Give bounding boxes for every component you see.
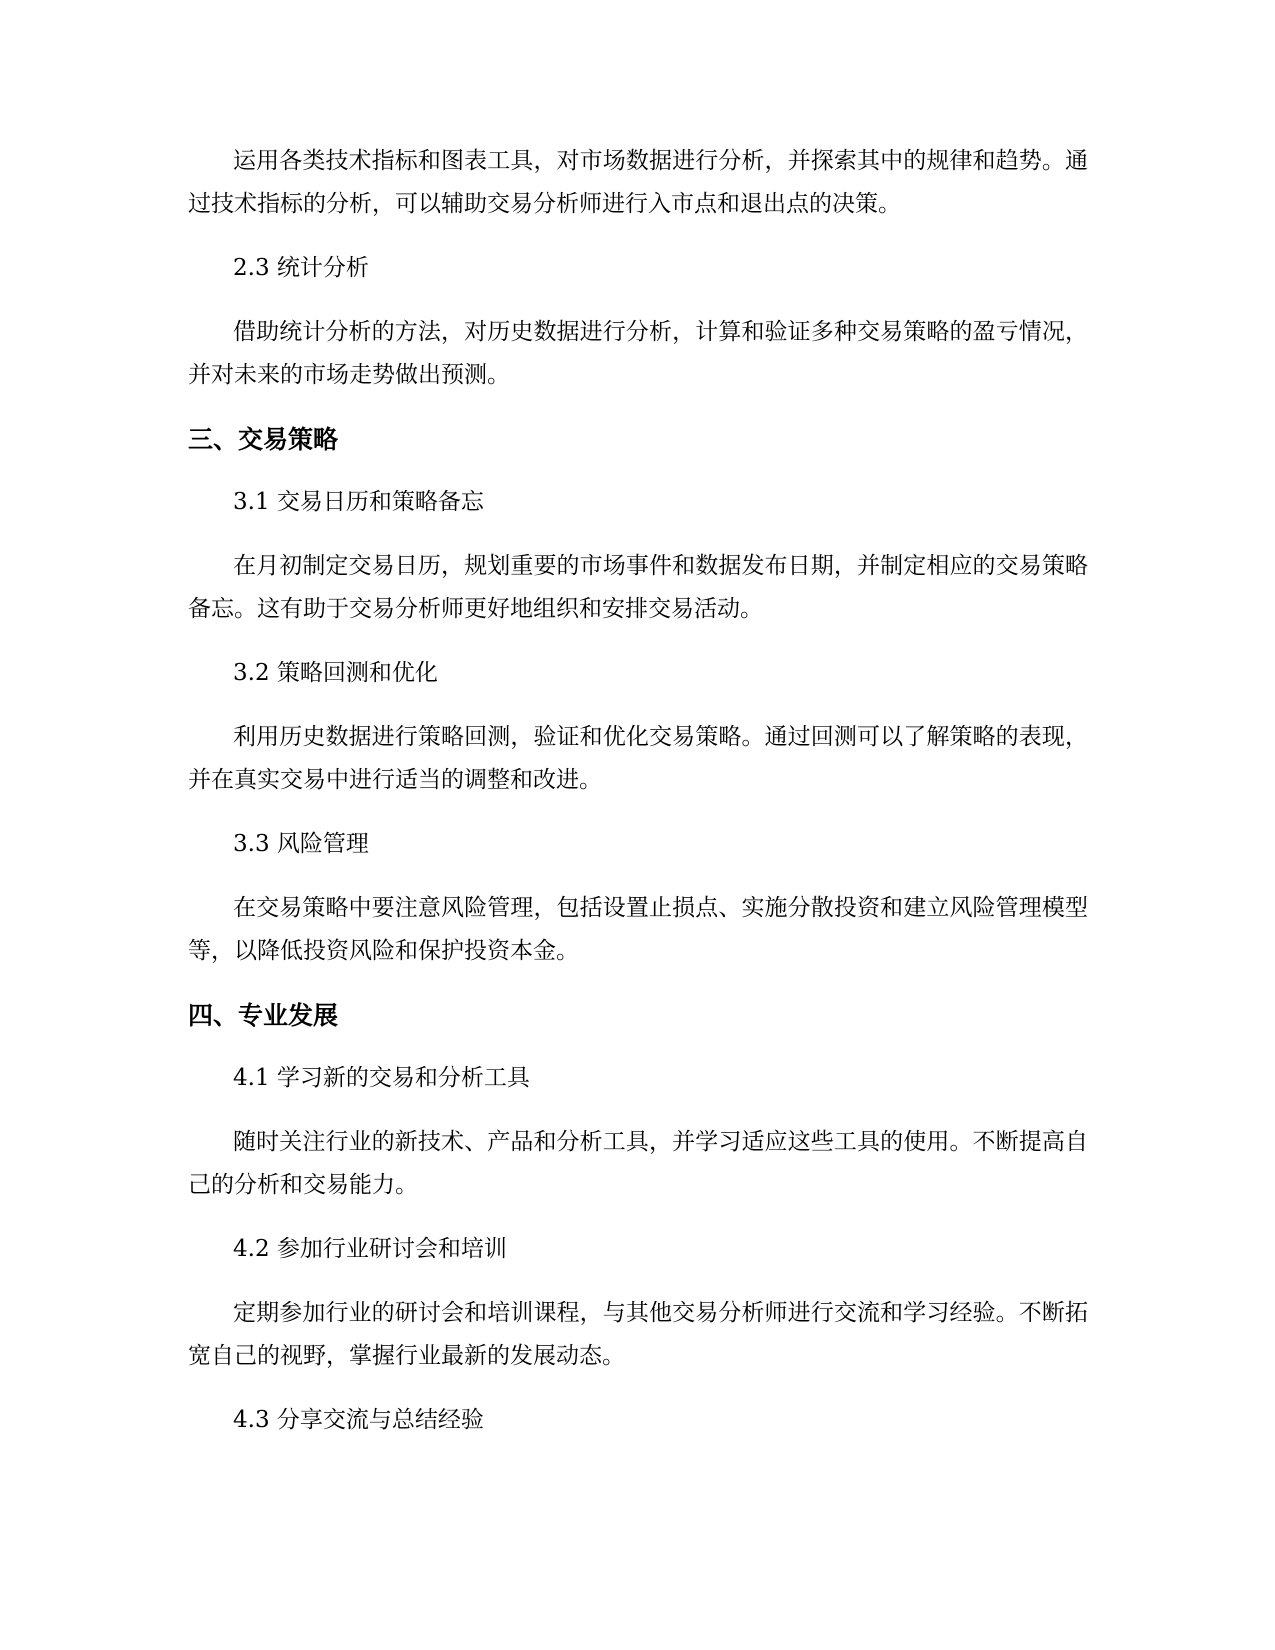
subsection-heading-3-2: 3.2 策略回测和优化	[233, 660, 438, 686]
subsection-heading-3-1: 3.1 交易日历和策略备忘	[233, 489, 484, 515]
subsection-text-3-1: 在月初制定交易日历，规划重要的市场事件和数据发布日期，并制定相应的交易策略备忘。这有助于交易分析师更好地组织和安排交易活动。	[188, 553, 1088, 622]
subsection-heading-4-3: 4.3 分享交流与总结经验	[233, 1407, 484, 1433]
section-title-4: 四、专业发展	[188, 1001, 339, 1030]
document-body	[188, 140, 1088, 1463]
subsection-text-3-3: 在交易策略中要注意风险管理，包括设置止损点、实施分散投资和建立风险管理模型等，以降低投资风险和保护投资本金。	[188, 895, 1088, 964]
intro-paragraph: 运用各类技术指标和图表工具，对市场数据进行分析，并探索其中的规律和趋势。通过技术指标的分析，可以辅助交易分析师进行入市点和退出点的决策。	[188, 148, 1088, 217]
subsection-heading-3-3: 3.3 风险管理	[233, 831, 369, 857]
subsection-text-4-1: 随时关注行业的新技术、产品和分析工具，并学习适应这些工具的使用。不断提高自己的分析和交易能力。	[188, 1129, 1088, 1198]
subsection-heading-4-1: 4.1 学习新的交易和分析工具	[233, 1065, 530, 1091]
section-title-3: 三、交易策略	[188, 425, 339, 454]
subsection-heading-2-3: 2.3 统计分析	[233, 255, 369, 281]
subsection-heading-4-2: 4.2 参加行业研讨会和培训	[233, 1236, 507, 1262]
subsection-text-2-3: 借助统计分析的方法，对历史数据进行分析，计算和验证多种交易策略的盈亏情况，并对未来的市场走势做出预测。	[188, 319, 1088, 388]
subsection-text-4-2: 定期参加行业的研讨会和培训课程，与其他交易分析师进行交流和学习经验。不断拓宽自己的视野，掌握行业最新的发展动态。	[188, 1300, 1088, 1369]
subsection-text-3-2: 利用历史数据进行策略回测，验证和优化交易策略。通过回测可以了解策略的表现，并在真实交易中进行适当的调整和改进。	[188, 724, 1088, 793]
